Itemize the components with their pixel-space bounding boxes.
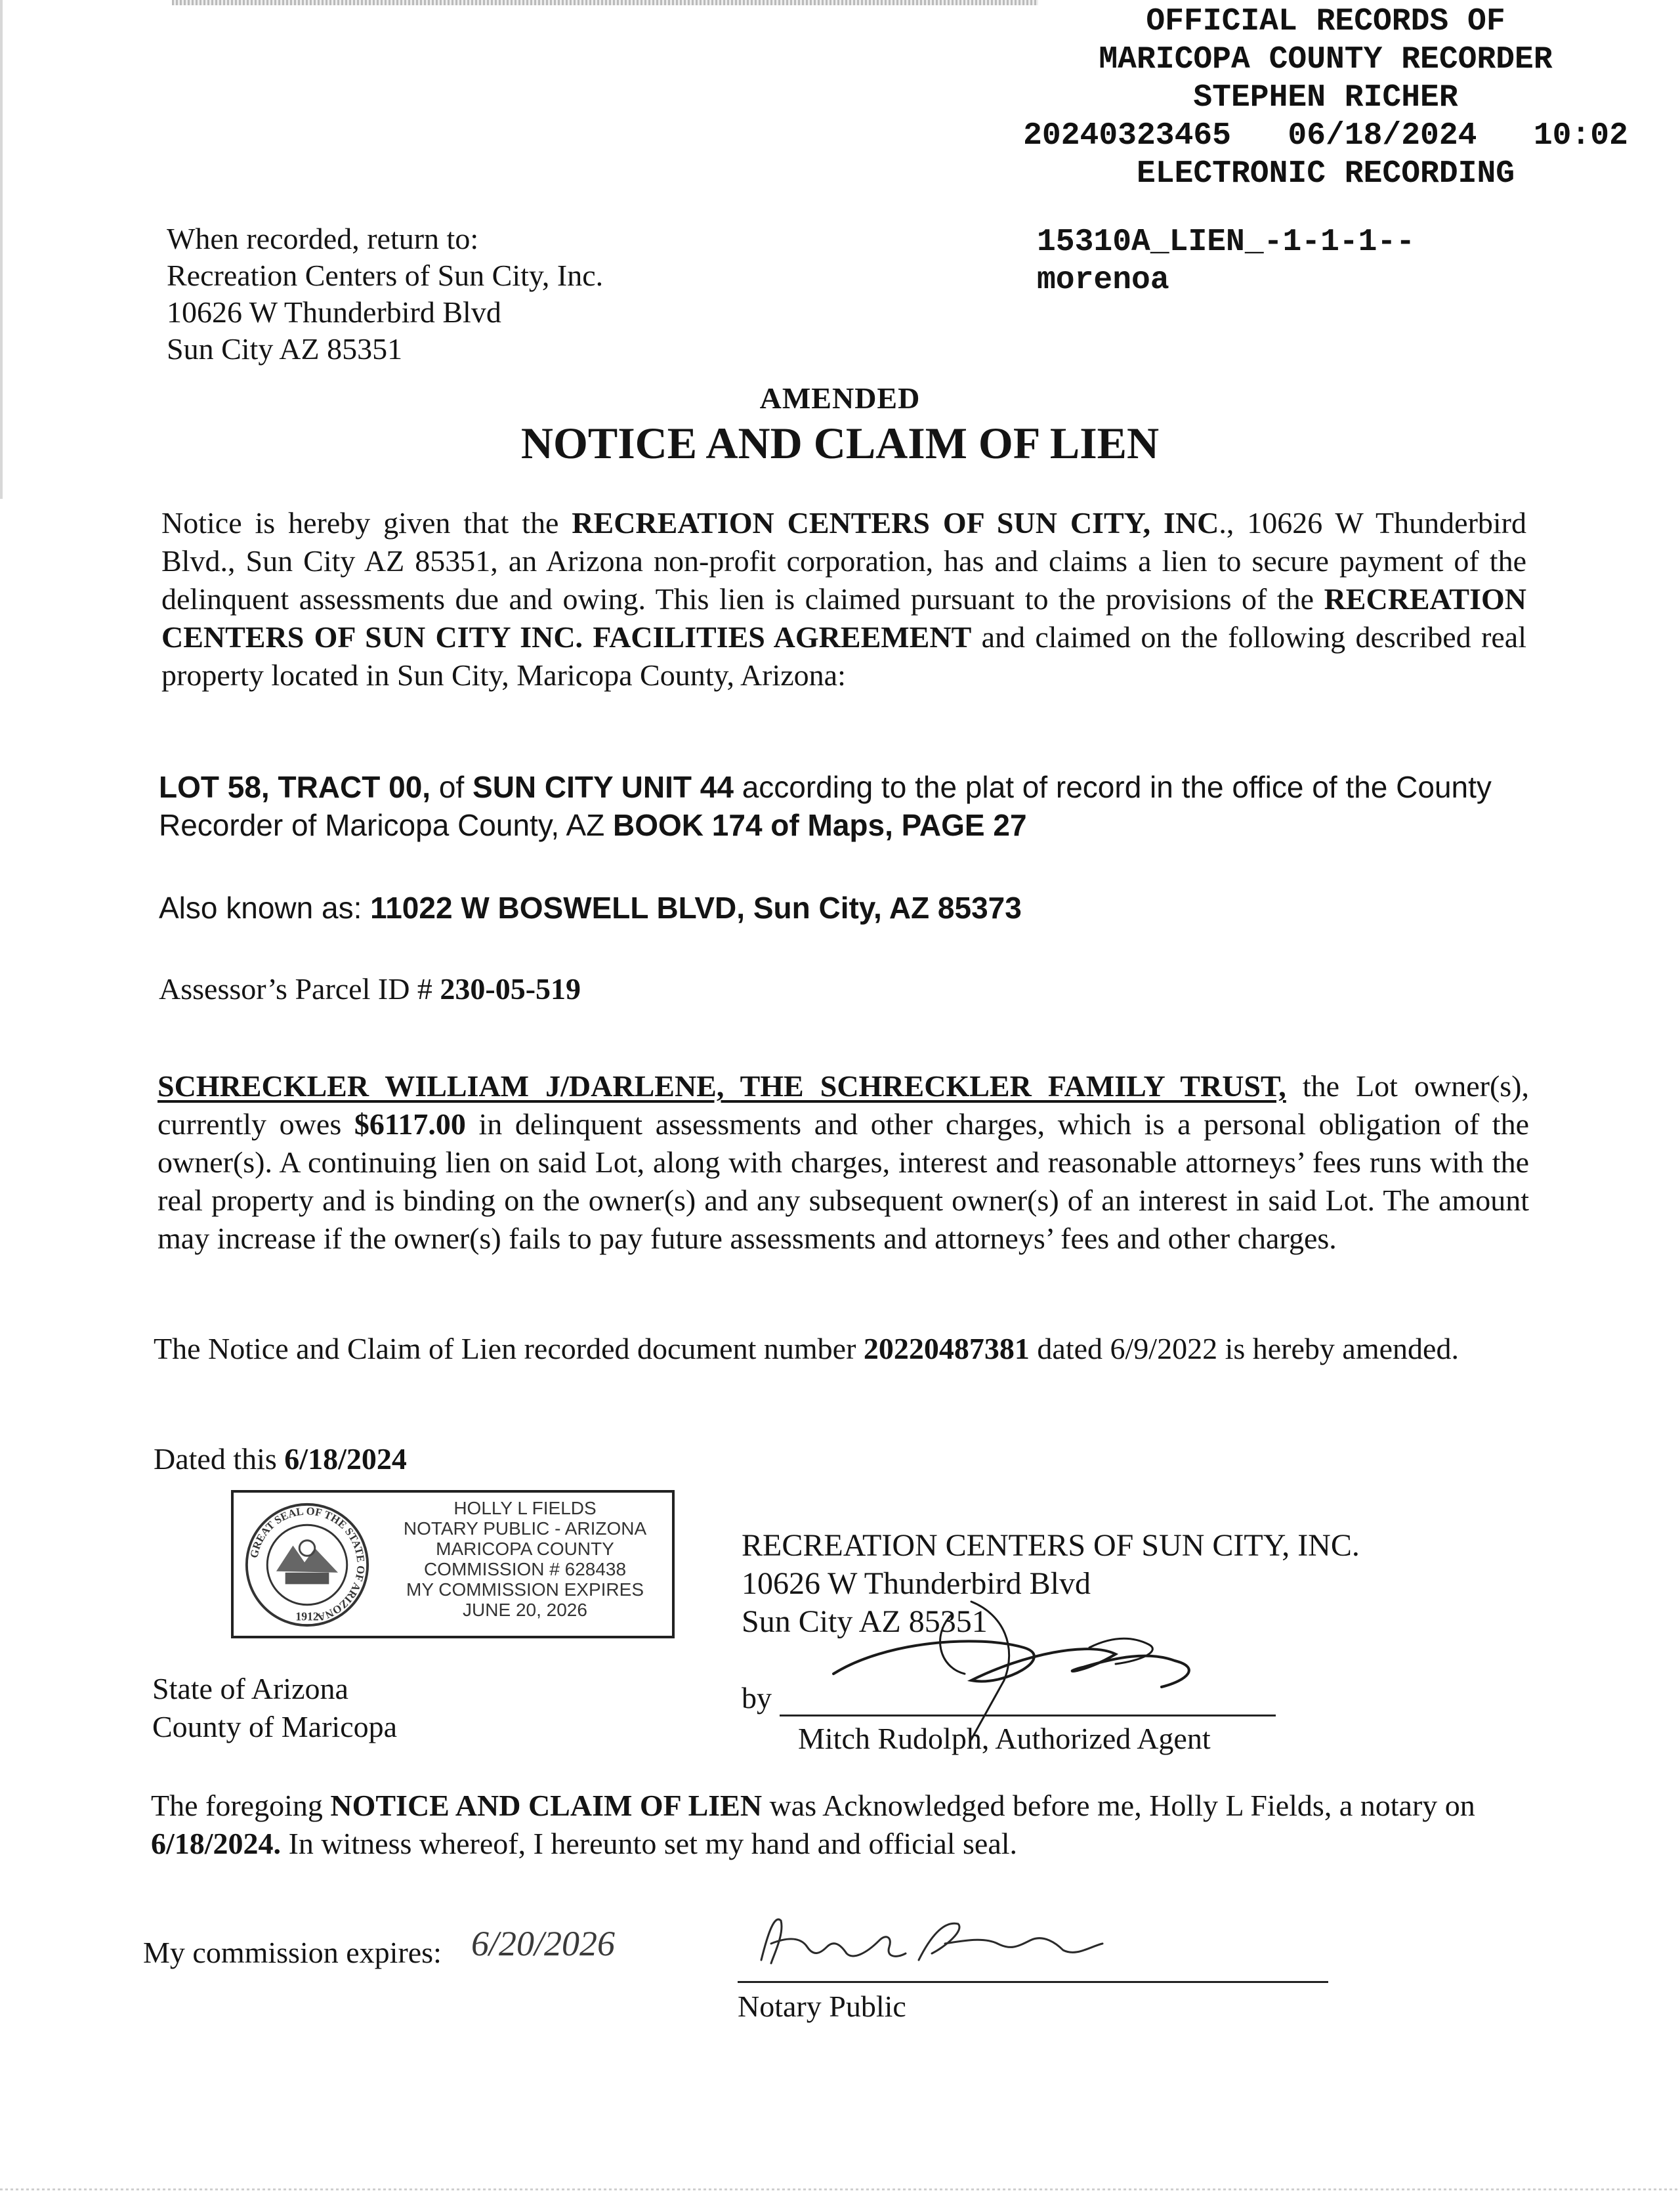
recorder-line-3: STEPHEN RICHER: [1193, 80, 1458, 116]
arizona-seal-icon: [243, 1501, 371, 1629]
venue-block: [152, 1670, 397, 1746]
recording-code-block: [1037, 223, 1415, 299]
notice-org-name: RECREATION CENTERS OF SUN CITY, INC: [572, 506, 1219, 540]
dated-date: 6/18/2024: [284, 1442, 407, 1476]
seal-ring-text: GREAT SEAL OF THE STATE OF ARIZONA: [247, 1504, 368, 1624]
by-label: by: [742, 1681, 772, 1715]
ack-text-1: The foregoing: [151, 1789, 331, 1822]
stamp-text: [375, 1498, 675, 1620]
apn-number: 230-05-519: [440, 972, 581, 1006]
venue-county: County of Maricopa: [152, 1710, 398, 1743]
apn-label: Assessor’s Parcel ID #: [159, 972, 440, 1006]
return-label: When recorded, return to:: [167, 222, 479, 255]
notice-paragraph: [161, 504, 1526, 694]
agent-signature: [807, 1575, 1240, 1746]
return-name: Recreation Centers of Sun City, Inc.: [167, 259, 604, 292]
ack-text-3: In witness whereof, I hereunto set my hand and official seal.: [281, 1827, 1018, 1860]
ack-text-2: was Acknowledged before me, Holly L Fields, a notary on: [762, 1789, 1475, 1822]
commission-label: My commission expires:: [143, 1936, 442, 1969]
handwritten-expiration-date: 6/20/2026: [471, 1924, 616, 1963]
property-address: 11022 W BOSWELL BLVD, Sun City, AZ 85373: [370, 891, 1022, 925]
dated-line: [154, 1441, 407, 1476]
signer-org: RECREATION CENTERS OF SUN CITY, INC.: [742, 1528, 1360, 1563]
recorder-header: [971, 3, 1680, 193]
stamp-expires-date: JUNE 20, 2026: [463, 1600, 587, 1620]
legal-description: [159, 768, 1524, 844]
stamp-notary-name: HOLLY L FIELDS: [453, 1498, 597, 1518]
lot-tract: LOT 58, TRACT 00,: [159, 770, 431, 804]
owner-paragraph: [158, 1067, 1529, 1258]
signer-street: 10626 W Thunderbird Blvd: [742, 1566, 1091, 1601]
stamp-expires-label: MY COMMISSION EXPIRES: [406, 1579, 644, 1600]
stamp-commission: COMMISSION # 628438: [423, 1559, 627, 1579]
assessor-parcel: [159, 971, 581, 1006]
return-city: Sun City AZ 85351: [167, 332, 403, 366]
recording-user: morenoa: [1037, 263, 1169, 298]
scan-edge-bottom: [0, 2188, 1680, 2190]
ack-doc-title: NOTICE AND CLAIM OF LIEN: [330, 1789, 763, 1822]
notice-text-1: Notice is hereby given that the: [161, 506, 572, 540]
scan-edge-top: [172, 0, 1038, 5]
venue-state: State of Arizona: [152, 1672, 348, 1705]
return-address: [167, 221, 603, 368]
stamp-title: NOTARY PUBLIC - ARIZONA: [403, 1518, 647, 1539]
ack-date: 6/18/2024.: [151, 1827, 282, 1860]
legal-of: of: [430, 770, 473, 804]
recorder-line-1: OFFICIAL RECORDS OF: [1146, 4, 1505, 39]
amended-heading: AMENDED: [759, 381, 921, 415]
notice-agreement-name: RECREATION CENTERS OF SUN CITY INC. FACILITIES AGREEMENT: [161, 582, 1526, 654]
recorder-line-2: MARICOPA COUNTY RECORDER: [1099, 42, 1553, 77]
legal-desc-text: according to the plat of record in the office of the County Recorder of Maricopa County, AZ: [159, 770, 1492, 842]
sun-city-unit: SUN CITY UNIT 44: [472, 770, 734, 804]
return-street: 10626 W Thunderbird Blvd: [167, 295, 501, 329]
plat-book-page: BOOK 174 of Maps, PAGE 27: [613, 808, 1027, 842]
notary-signature: [748, 1907, 1116, 1973]
owner-name: SCHRECKLER WILLIAM J/DARLENE, THE SCHRECKLER FAMILY TRUST,: [158, 1069, 1286, 1103]
notary-stamp: [231, 1490, 675, 1638]
aka-label: Also known as:: [159, 891, 371, 925]
amendment-paragraph: [154, 1330, 1525, 1368]
acknowledgment-paragraph: [151, 1787, 1536, 1863]
amendment-text-2: dated 6/9/2022 is hereby amended.: [1029, 1332, 1459, 1365]
recording-number-line: 20240323465 06/18/2024 10:02: [1023, 118, 1628, 154]
notary-signature-line: [738, 1981, 1328, 1983]
notice-text-3: and claimed on the following described real property located in Sun City, Maricopa County, Arizona:: [161, 620, 1526, 692]
amendment-text-1: The Notice and Claim of Lien recorded document number: [154, 1332, 864, 1365]
dated-label: Dated this: [154, 1442, 285, 1476]
page-title: NOTICE AND CLAIM OF LIEN: [520, 418, 1160, 468]
also-known-as: [159, 890, 1022, 926]
signer-city: Sun City AZ 85351: [742, 1604, 988, 1639]
amount-owed: $6117.00: [354, 1107, 466, 1141]
owner-text-1: the Lot owner(s), currently owes: [158, 1069, 1529, 1141]
owner-text-2: in delinquent assessments and other charges, which is a personal obligation of the owner(s). A continuing lien on said Lot, along with charges, interest and reasonable attorneys’ fees runs with the real property and is binding on the owner(s) and any subsequent owner(s) of an interest in said Lot. The amount may increase if the owner(s) fails to pay future assessments and attorneys’ fees and other charges.: [158, 1107, 1530, 1255]
prior-document-number: 20220487381: [863, 1332, 1030, 1365]
notary-public-label: Notary Public: [738, 1990, 906, 2023]
stamp-county: MARICOPA COUNTY: [436, 1539, 614, 1559]
recording-code: 15310A_LIEN_-1-1-1--: [1037, 224, 1416, 260]
seal-year: 1912: [295, 1609, 319, 1623]
notice-text-2: ., 10626 W Thunderbird Blvd., Sun City AZ 85351, an Arizona non-profit corporation, has and claims a lien to secure payment of the delinquent assessments due and owing. This lien is claimed pursuant to the provisions of the: [161, 506, 1526, 616]
agent-name: Mitch Rudolph, Authorized Agent: [798, 1722, 1211, 1755]
recorder-line-5: ELECTRONIC RECORDING: [1136, 156, 1515, 192]
